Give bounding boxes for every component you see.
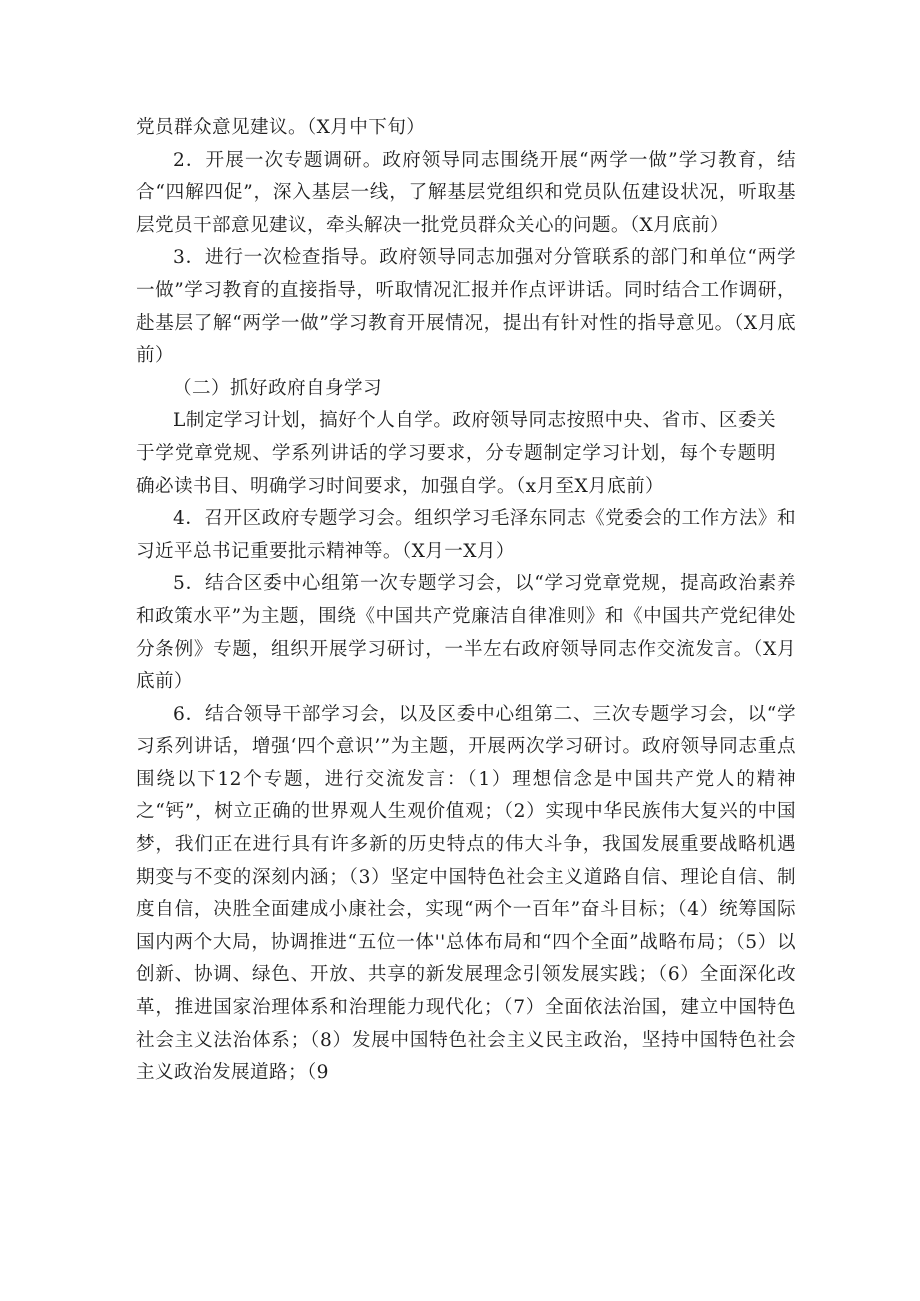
paragraph-item-3: 3．进行一次检查指导。政府领导同志加强对分管联系的部门和单位“两学一做”学习教育的直接指导，听取情况汇报并作点评讲话。同时结合工作调研，赴基层了解“两学一做”学习教育开展情况，提出有针对性的指导意见。（X月底前） — [136, 247, 796, 367]
paragraph-item-1: L制定学习计划，搞好个人自学。政府领导同志按照中央、省市、区委关于学党章党规、学系列讲话的学习要求，分专题制定学习计划，每个专题明确必读书目、明确学习时间要求，加强自学。（x月至X月底前） — [136, 410, 776, 497]
paragraph-item-6: 6．结合领导干部学习会，以及区委中心组第二、三次专题学习会，以“学习系列讲话，增强‘四个意识’”为主题，开展两次学习研讨。政府领导同志重点围绕以下12个专题，进行交流发言：（1）理想信念是中国共产党人的精神之“钙”，树立正确的世界观人生观价值观；（2）实现中华民族伟大复兴的中国梦，我们正在进行具有许多新的历史特点的伟大斗争，我国发展重要战略机遇期变与不变的深刻内涵；（3）坚定中国特色社会主义道路自信、理论自信、制度自信，决胜全面建成小康社会，实现“两个一百年”奋斗目标；（4）统筹国际国内两个大局，协调推进“五位一体''总体布局和“四个全面”战略布局；（5）以创新、协调、绿色、开放、共享的新发展理念引领发展实践；（6）全面深化改革，推进国家治理体系和治理能力现代化；（7）全面依法治国，建立中国特色社会主义法治体系；（8）发展中国特色社会主义民主政治，坚持中国特色社会主义政治发展道路；（9 — [136, 703, 796, 1084]
paragraph-item-2: 2．开展一次专题调研。政府领导同志围绕开展“两学一做”学习教育，结合“四解四促”，深入基层一线，了解基层党组织和党员队伍建设状况，听取基层党员干部意见建议，牵头解决一批党员群众关心的问题。（X月底前） — [136, 149, 796, 236]
paragraph-item-4: 4．召开区政府专题学习会。组织学习毛泽东同志《党委会的工作方法》和习近平总书记重要批示精神等。（X月一X月） — [136, 508, 796, 562]
paragraph-continuation: 党员群众意见建议。（X月中下旬） — [136, 117, 426, 138]
document-body — [136, 112, 796, 1090]
paragraph-item-5: 5．结合区委中心组第一次专题学习会，以“学习党章党规，提高政治素养和政策水平”为主题，围绕《中国共产党廉洁自律准则》和《中国共产党纪律处分条例》专题，组织开展学习研讨，一半左右政府领导同志作交流发言。（X月底前） — [136, 573, 796, 693]
section-heading: （二）抓好政府自身学习 — [173, 377, 382, 399]
